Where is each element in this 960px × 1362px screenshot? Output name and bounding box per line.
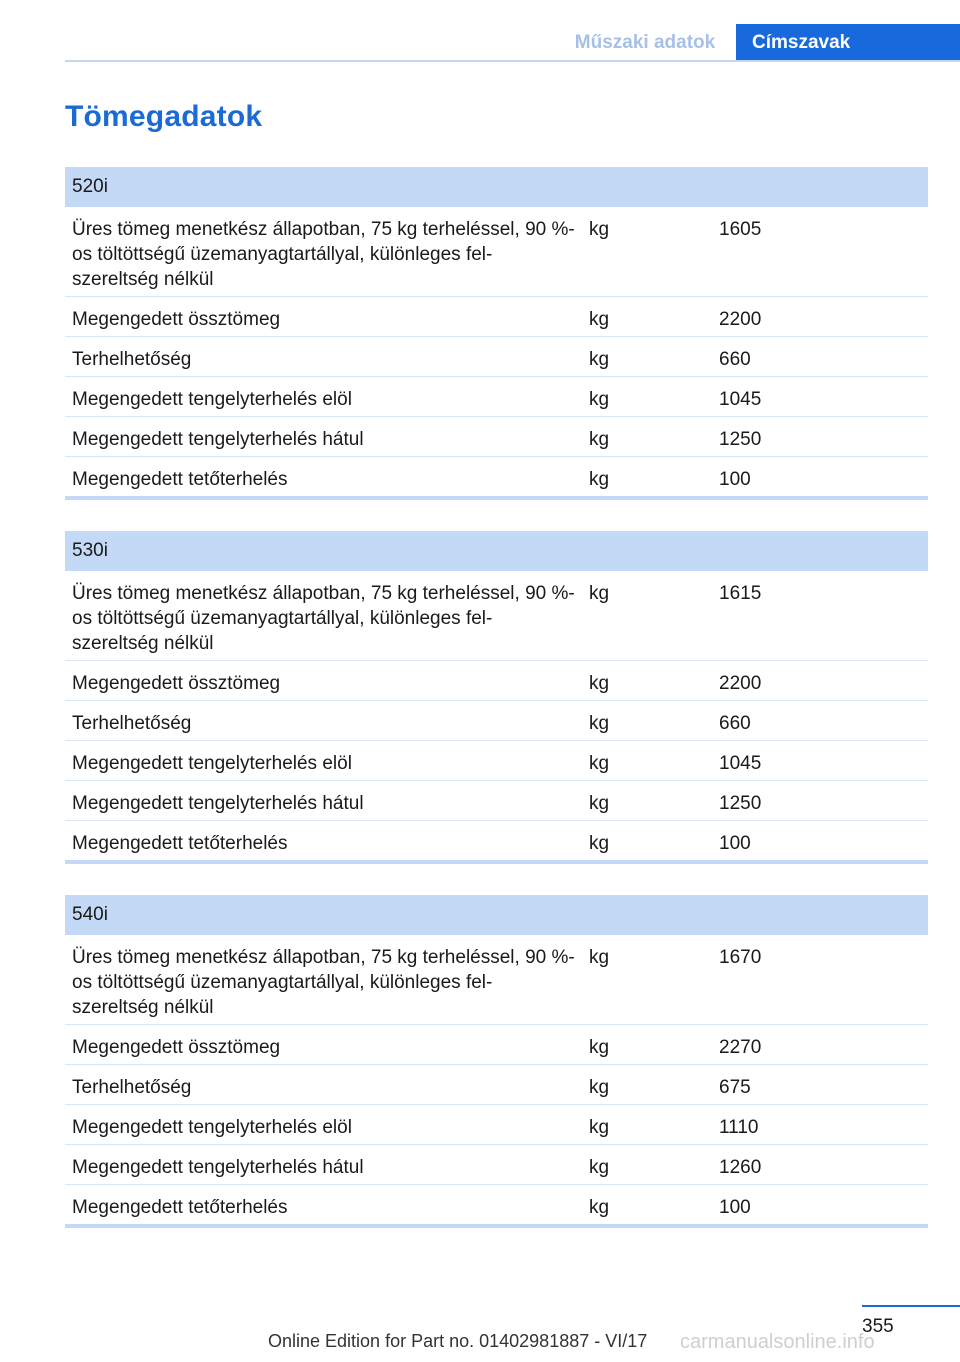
row-label: Megengedett össztömeg — [72, 309, 281, 330]
row-value: 2200 — [719, 673, 762, 694]
row-value: 660 — [719, 713, 751, 734]
row-label: Megengedett tengelyterhelés hátul — [72, 1157, 364, 1178]
model-header: 520i — [65, 167, 928, 207]
row-value: 1250 — [719, 429, 762, 450]
row-unit: kg — [589, 833, 610, 854]
table-row — [65, 207, 928, 297]
row-value: 1110 — [719, 1117, 759, 1138]
row-unit: kg — [589, 753, 610, 774]
spec-table-520i — [65, 167, 928, 500]
row-value: 2200 — [719, 309, 762, 330]
row-unit: kg — [589, 309, 610, 330]
row-unit: kg — [589, 469, 610, 490]
row-label: Megengedett össztömeg — [72, 673, 281, 694]
row-value: 100 — [719, 469, 751, 490]
row-unit: kg — [589, 1197, 610, 1218]
row-label: Megengedett tetőterhelés — [72, 833, 288, 854]
header-divider — [65, 60, 960, 62]
tab-muszaki-adatok[interactable]: Műszaki adatok — [574, 32, 716, 53]
row-value: 1605 — [719, 219, 762, 240]
spec-table-540i — [65, 895, 928, 1228]
table-row — [65, 701, 928, 741]
row-value: 675 — [719, 1077, 751, 1098]
table-end-rule — [65, 860, 928, 864]
row-value: 1615 — [719, 583, 762, 604]
table-row — [65, 571, 928, 661]
row-value: 100 — [719, 833, 751, 854]
row-value: 660 — [719, 349, 751, 370]
row-label: Megengedett tetőterhelés — [72, 1197, 288, 1218]
table-row — [65, 781, 928, 821]
row-label: Megengedett tetőterhelés — [72, 469, 288, 490]
row-label: Megengedett tengelyterhelés hátul — [72, 429, 364, 450]
table-row — [65, 1025, 928, 1065]
spec-table-530i — [65, 531, 928, 864]
table-row — [65, 457, 928, 496]
row-label: Megengedett tengelyterhelés elöl — [72, 753, 352, 774]
page-title: Tömegadatok — [65, 100, 263, 133]
row-label: Megengedett össztömeg — [72, 1037, 281, 1058]
table-row — [65, 1065, 928, 1105]
table-row — [65, 417, 928, 457]
page-number: 355 — [862, 1316, 894, 1337]
row-value: 2270 — [719, 1037, 762, 1058]
row-unit: kg — [589, 349, 610, 370]
table-row — [65, 661, 928, 701]
table-end-rule — [65, 1224, 928, 1228]
watermark: carmanualsonline.info — [680, 1331, 875, 1353]
page-number-rule — [862, 1305, 960, 1307]
row-unit: kg — [589, 389, 610, 410]
row-value: 1045 — [719, 753, 762, 774]
table-row — [65, 741, 928, 781]
row-unit: kg — [589, 793, 610, 814]
row-label: Megengedett tengelyterhelés elöl — [72, 1117, 352, 1138]
row-label: Üres tömeg menetkész állapotban, 75 kg terheléssel, 90 %-os töltöttségű üzemanyagtartállyal, különleges fel-szereltség nélkül — [72, 219, 575, 290]
table-row — [65, 935, 928, 1025]
row-label: Terhelhetőség — [72, 713, 192, 734]
row-value: 1260 — [719, 1157, 762, 1178]
row-value: 1045 — [719, 389, 762, 410]
row-unit: kg — [589, 583, 610, 604]
table-row — [65, 821, 928, 860]
row-label: Üres tömeg menetkész állapotban, 75 kg terheléssel, 90 %-os töltöttségű üzemanyagtartállyal, különleges fel-szereltség nélkül — [72, 583, 575, 654]
model-header: 530i — [65, 531, 928, 571]
row-unit: kg — [589, 1157, 610, 1178]
table-end-rule — [65, 496, 928, 500]
row-unit: kg — [589, 219, 610, 240]
table-row — [65, 1105, 928, 1145]
row-value: 100 — [719, 1197, 751, 1218]
row-label: Megengedett tengelyterhelés elöl — [72, 389, 352, 410]
model-header: 540i — [65, 895, 928, 935]
row-value: 1670 — [719, 947, 762, 968]
row-unit: kg — [589, 713, 610, 734]
row-unit: kg — [589, 1077, 610, 1098]
row-unit: kg — [589, 1117, 610, 1138]
row-label: Terhelhetőség — [72, 349, 192, 370]
row-label: Üres tömeg menetkész állapotban, 75 kg terheléssel, 90 %-os töltöttségű üzemanyagtartállyal, különleges fel-szereltség nélkül — [72, 947, 575, 1018]
table-row — [65, 1145, 928, 1185]
table-row — [65, 377, 928, 417]
row-unit: kg — [589, 429, 610, 450]
table-row — [65, 1185, 928, 1224]
row-unit: kg — [589, 947, 610, 968]
table-row — [65, 297, 928, 337]
row-unit: kg — [589, 673, 610, 694]
edition-footer: Online Edition for Part no. 01402981887 - VI/17 — [268, 1331, 648, 1351]
row-label: Terhelhetőség — [72, 1077, 192, 1098]
tab-cimszavak[interactable]: Címszavak — [736, 24, 960, 61]
row-value: 1250 — [719, 793, 762, 814]
row-label: Megengedett tengelyterhelés hátul — [72, 793, 364, 814]
row-unit: kg — [589, 1037, 610, 1058]
table-row — [65, 337, 928, 377]
